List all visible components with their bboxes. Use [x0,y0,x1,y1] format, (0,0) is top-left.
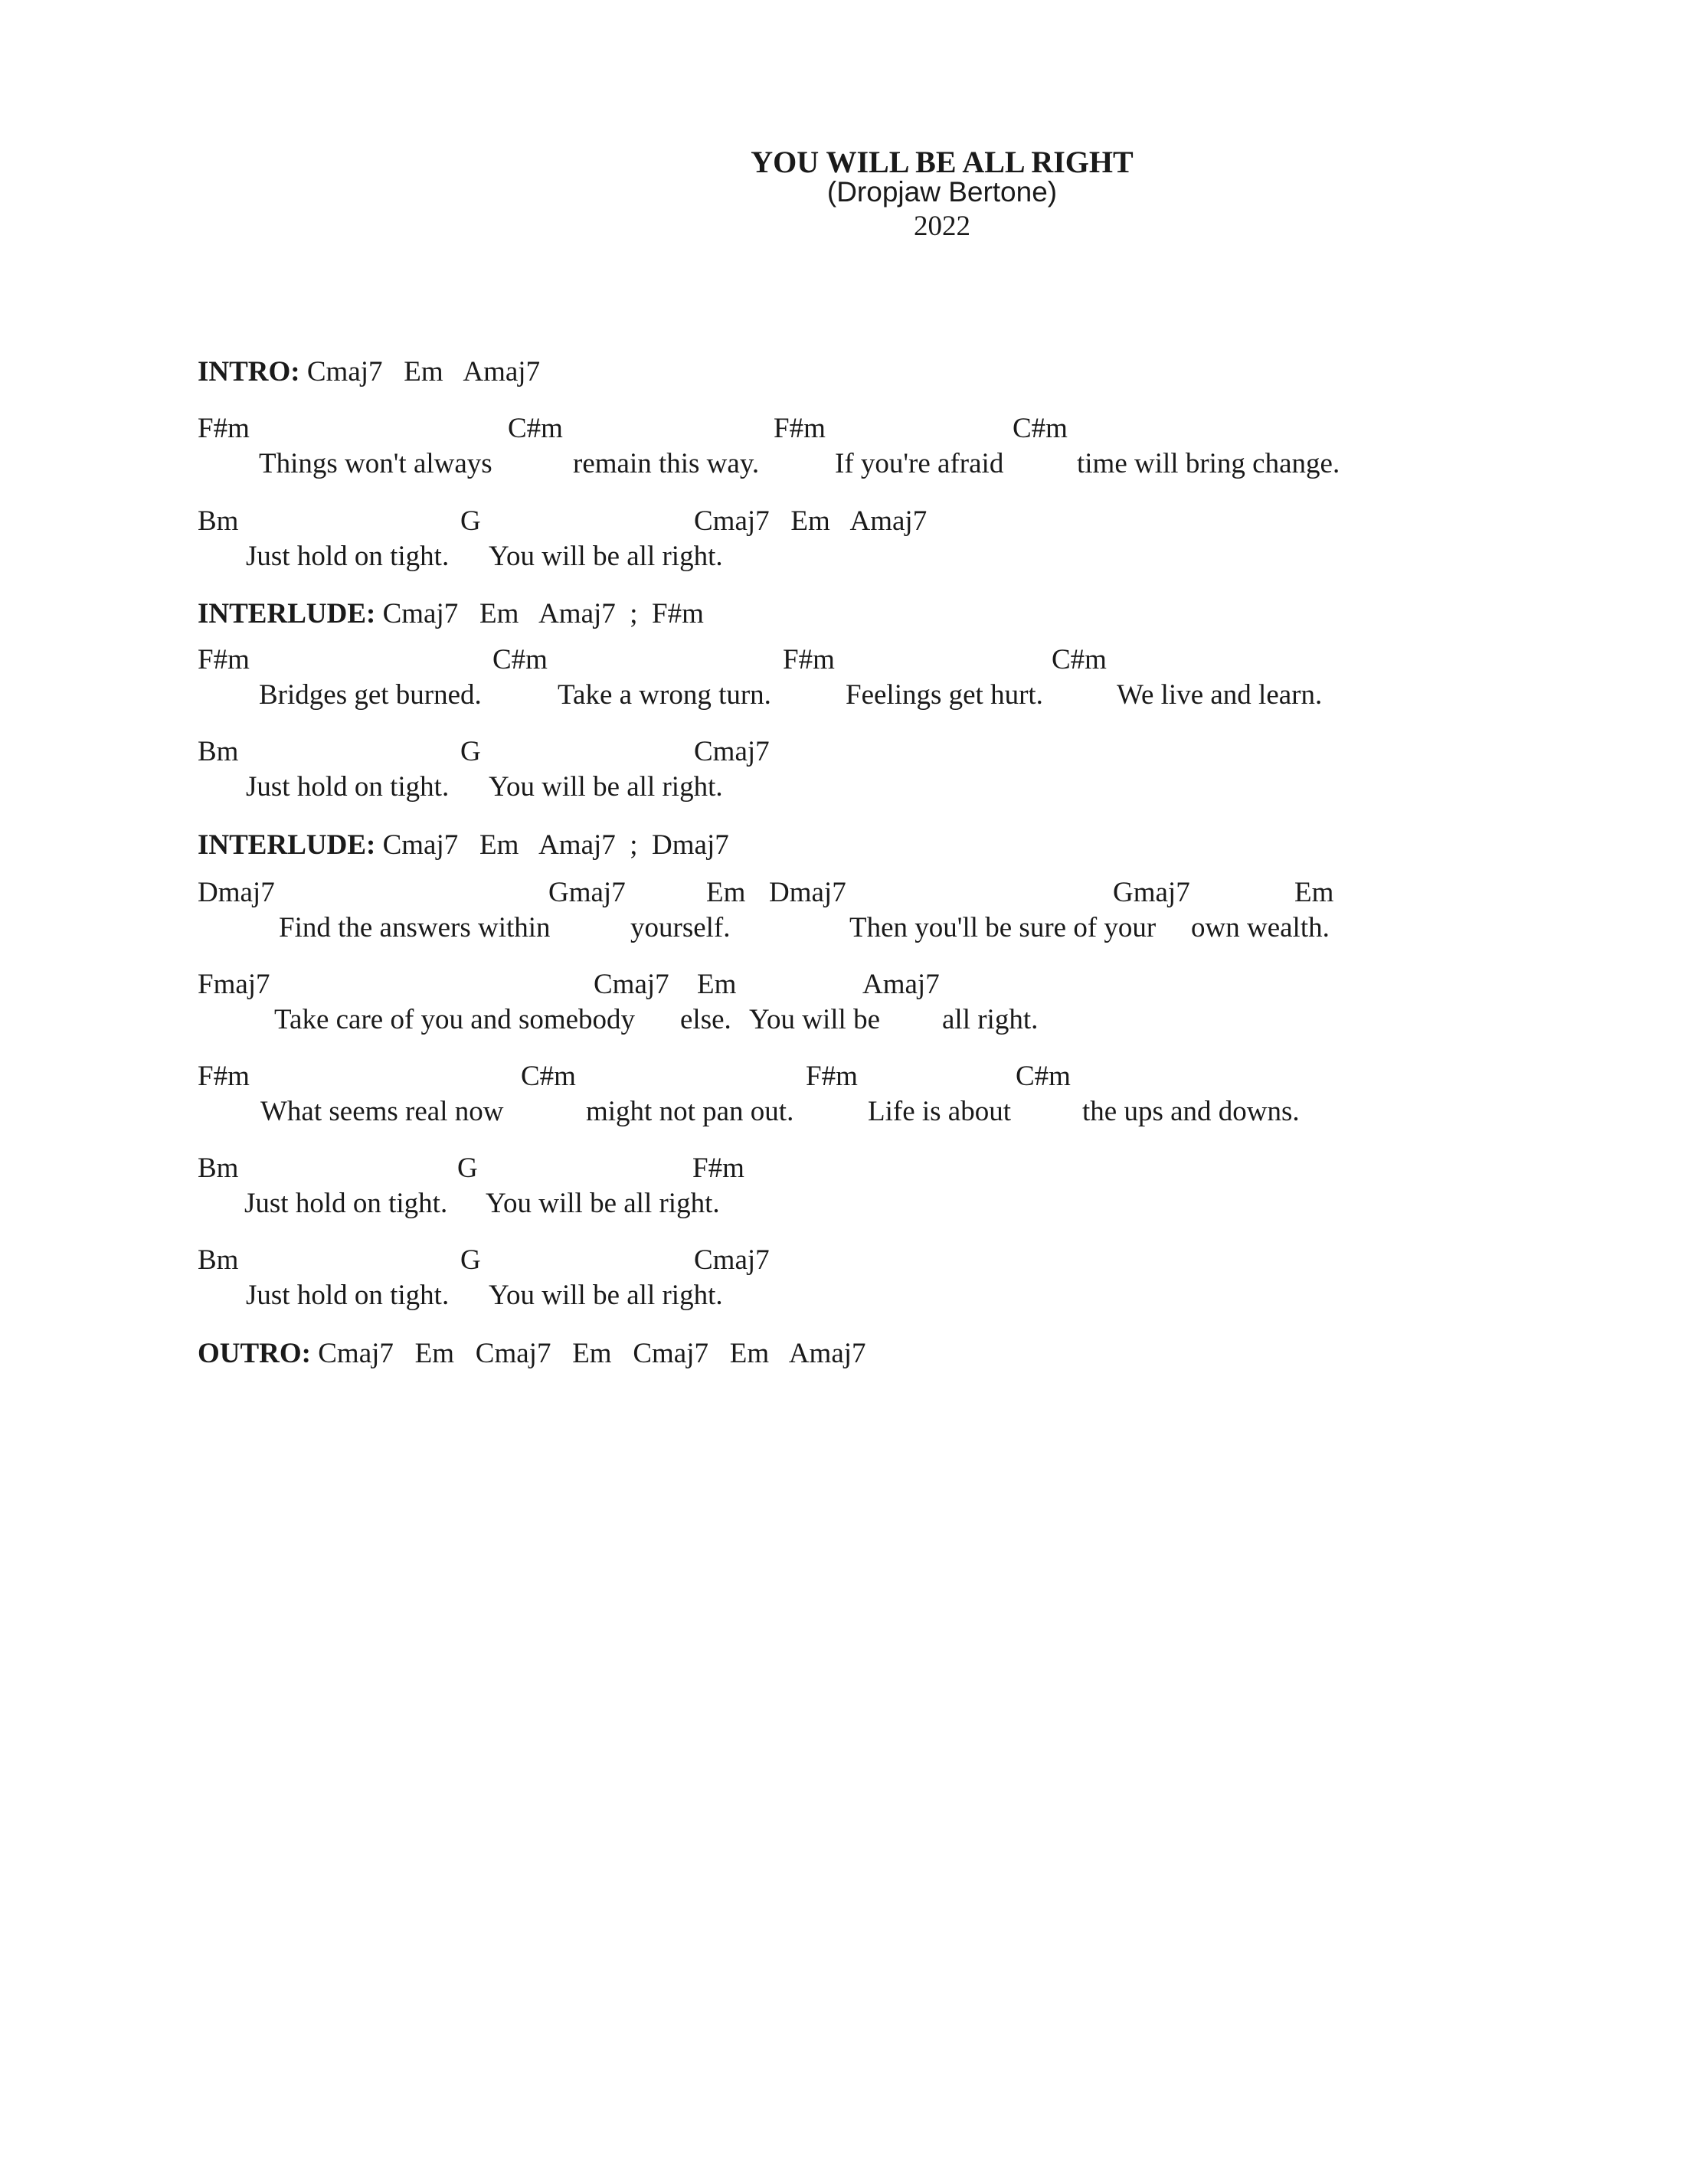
interlude-chords: Cmaj7 Em Amaj7 ; F#m [382,598,704,629]
chord: Em [697,969,737,1000]
chord: F#m [198,1061,250,1092]
verse3-lyric-line-b [198,1187,1500,1221]
lyric: own wealth. [1191,912,1330,943]
chord: Bm [198,736,239,767]
bridge-chord-line-a [198,876,1500,910]
lyric: Then you'll be sure of your [849,912,1157,943]
chord: C#m [492,644,548,675]
interlude-chords: Cmaj7 Em Amaj7 ; Dmaj7 [382,829,729,861]
chord: C#m [508,413,563,444]
lyric: Take care of you and somebody [274,1004,636,1035]
chord: Gmaj7 [548,877,626,908]
verse3-lyric-line-c [198,1279,1500,1313]
interlude-line-1 [198,597,704,630]
lyric: remain this way. [573,448,760,479]
chord: G [460,736,481,767]
lyric: the ups and downs. [1082,1096,1300,1127]
chord: Bm [198,505,239,537]
lyric: You will be all right. [489,771,723,803]
lyric: You will be all right. [489,1280,723,1311]
chord: Cmaj7 [694,736,770,767]
verse2-chord-line-b [198,735,1500,769]
chord: Amaj7 [862,969,940,1000]
chord: C#m [1013,413,1068,444]
chord: Cmaj7 [594,969,669,1000]
chord: F#m [692,1152,744,1184]
lyric: Just hold on tight. [244,1188,448,1219]
chord: Bm [198,1152,239,1184]
lyric: might not pan out. [586,1096,794,1127]
chord: Gmaj7 [1113,877,1190,908]
chord: Bm [198,1244,239,1276]
verse3-lyric-line-a [198,1095,1500,1129]
bridge-chord-line-b [198,968,1500,1002]
chord: F#m [198,413,250,444]
song-title: YOU WILL BE ALL RIGHT [751,145,1134,179]
chord: F#m [806,1061,858,1092]
section-label-outro: OUTRO: [198,1338,311,1369]
chord: F#m [774,413,826,444]
chord: F#m [783,644,835,675]
outro-line [198,1337,866,1370]
lyric: Just hold on tight. [246,1280,450,1311]
verse1-lyric-line-a [198,447,1500,481]
verse1-lyric-line-b [198,540,1500,574]
chord: F#m [198,644,250,675]
chord: Dmaj7 [198,877,275,908]
lyric: else. [680,1004,731,1035]
lyric: You will be all right. [486,1188,720,1219]
lyric: Life is about [868,1096,1012,1127]
lyric: If you're afraid [835,448,1004,479]
chord: C#m [521,1061,576,1092]
chord: C#m [1052,644,1107,675]
bridge-lyric-line-b [198,1003,1500,1037]
bridge-lyric-line-a [198,911,1500,945]
lyric: We live and learn. [1117,679,1323,711]
intro-line [198,355,540,388]
verse3-chord-line-a [198,1060,1500,1094]
verse2-chord-line-a [198,643,1500,677]
chord: G [460,1244,481,1276]
verse2-lyric-line-a [198,678,1500,712]
chord: G [457,1152,478,1184]
chord: C#m [1016,1061,1071,1092]
intro-chords: Cmaj7 Em Amaj7 [306,356,541,387]
lyric: time will bring change. [1077,448,1340,479]
lyric: Things won't always [259,448,492,479]
chord: Em [1294,877,1334,908]
lyric: You will be all right. [489,541,723,572]
lyric: Just hold on tight. [246,771,450,803]
lyric: You will be [749,1004,880,1035]
lyric: Just hold on tight. [246,541,450,572]
verse2-lyric-line-b [198,770,1500,804]
chord: Cmaj7 Em Amaj7 [694,505,928,537]
chord: Fmaj7 [198,969,270,1000]
lyric: yourself. [630,912,731,943]
outro-chords: Cmaj7 Em Cmaj7 Em Cmaj7 Em Amaj7 [318,1338,866,1369]
section-label-interlude: INTERLUDE: [198,598,376,629]
lyric: Find the answers within [279,912,551,943]
interlude-line-2 [198,829,729,862]
verse3-chord-line-b [198,1152,1500,1185]
verse1-chord-line-a [198,412,1500,446]
lyric: Feelings get hurt. [846,679,1043,711]
song-year: 2022 [914,211,970,242]
chord: G [460,505,481,537]
verse1-chord-line-b [198,505,1500,538]
section-label-interlude: INTERLUDE: [198,829,376,861]
lyric: What seems real now [260,1096,504,1127]
lyric: Bridges get burned. [259,679,482,711]
song-author: (Dropjaw Bertone) [826,176,1058,208]
section-label-intro: INTRO: [198,356,300,387]
chord: Em [706,877,746,908]
verse3-chord-line-c [198,1244,1500,1277]
lyric: Take a wrong turn. [558,679,771,711]
chord: Dmaj7 [769,877,846,908]
lyric: all right. [942,1004,1039,1035]
chord: Cmaj7 [694,1244,770,1276]
